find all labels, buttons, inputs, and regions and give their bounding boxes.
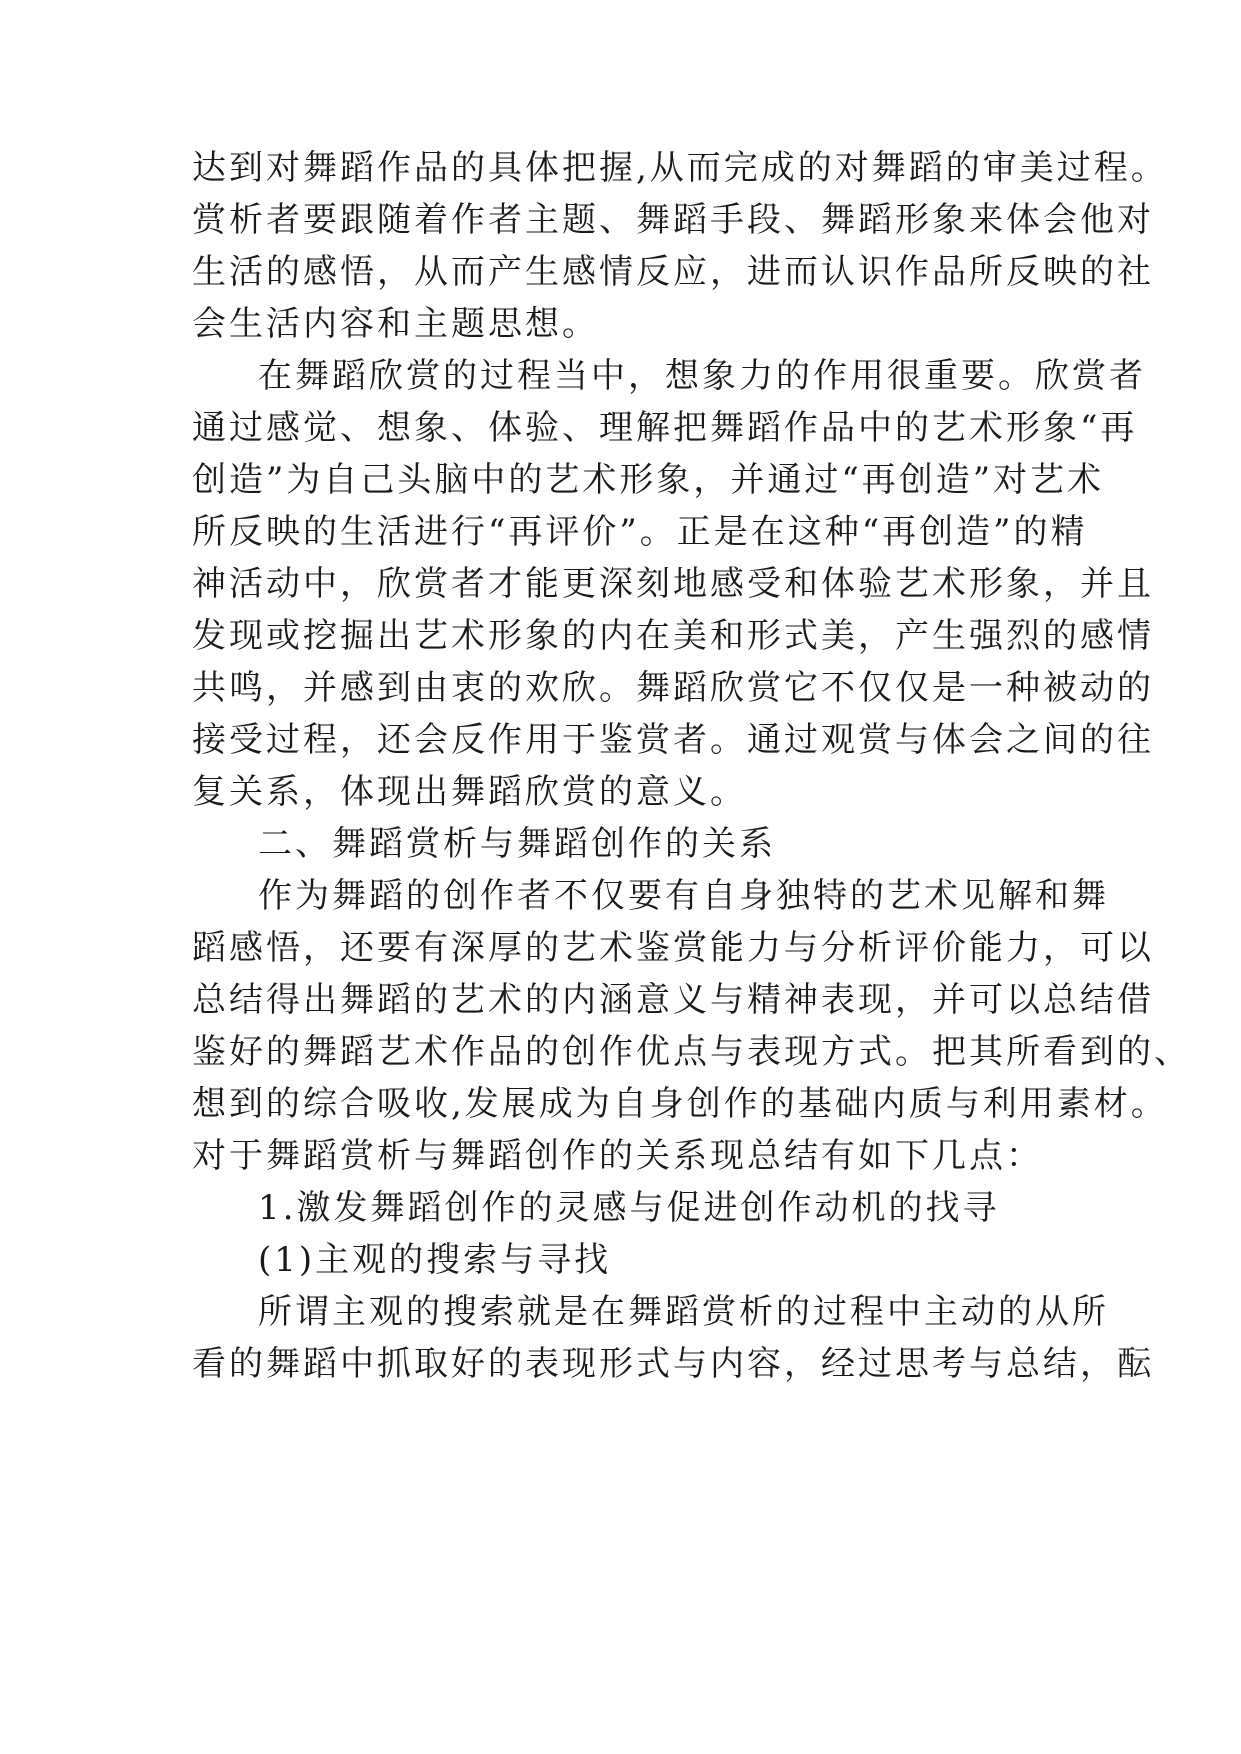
text-line: 达到对舞蹈作品的具体把握,从而完成的对舞蹈的审美过程。 <box>192 148 1168 188</box>
text-line: 接受过程，还会反作用于鉴赏者。通过观赏与体会之间的往 <box>192 720 1154 760</box>
text-line: 赏析者要跟随着作者主题、舞蹈手段、舞蹈形象来体会他对 <box>192 200 1154 240</box>
text-line: 神活动中，欣赏者才能更深刻地感受和体验艺术形象，并且 <box>192 564 1154 604</box>
paragraph-start-line: 作为舞蹈的创作者不仅要有自身独特的艺术见解和舞 <box>258 876 1109 916</box>
text-line: 生活的感悟，从而产生感情反应，进而认识作品所反映的社 <box>192 252 1154 292</box>
section-heading: 二、舞蹈赏析与舞蹈创作的关系 <box>258 824 776 864</box>
text-line: 通过感觉、想象、体验、理解把舞蹈作品中的艺术形象“再 <box>192 408 1138 448</box>
text-line: 会生活内容和主题思想。 <box>192 304 599 344</box>
subsection-heading: 1.激发舞蹈创作的灵感与促进创作动机的找寻 <box>258 1188 1000 1228</box>
paragraph-start-line: 所谓主观的搜索就是在舞蹈赏析的过程中主动的从所 <box>258 1292 1109 1332</box>
text-line: 共鸣，并感到由衷的欢欣。舞蹈欣赏它不仅仅是一种被动的 <box>192 668 1154 708</box>
subsection-heading: (1)主观的搜索与寻找 <box>258 1240 612 1280</box>
text-line: 想到的综合吸收,发展成为自身创作的基础内质与利用素材。 <box>192 1084 1168 1124</box>
text-line: 鉴好的舞蹈艺术作品的创作优点与表现方式。把其所看到的、 <box>192 1032 1191 1072</box>
text-line: 发现或挖掘出艺术形象的内在美和形式美，产生强烈的感情 <box>192 616 1154 656</box>
paragraph-start-line: 在舞蹈欣赏的过程当中，想象力的作用很重要。欣赏者 <box>258 356 1146 396</box>
text-line: 蹈感悟，还要有深厚的艺术鉴赏能力与分析评价能力，可以 <box>192 928 1154 968</box>
text-line: 总结得出舞蹈的艺术的内涵意义与精神表现，并可以总结借 <box>192 980 1154 1020</box>
text-line: 复关系，体现出舞蹈欣赏的意义。 <box>192 772 747 812</box>
text-line: 看的舞蹈中抓取好的表现形式与内容，经过思考与总结，酝 <box>192 1344 1154 1384</box>
text-line: 所反映的生活进行“再评价”。正是在这种“再创造”的精 <box>192 512 1088 552</box>
text-line: 创造”为自己头脑中的艺术形象，并通过“再创造”对艺术 <box>192 460 1105 500</box>
text-line: 对于舞蹈赏析与舞蹈创作的关系现总结有如下几点： <box>192 1136 1043 1176</box>
